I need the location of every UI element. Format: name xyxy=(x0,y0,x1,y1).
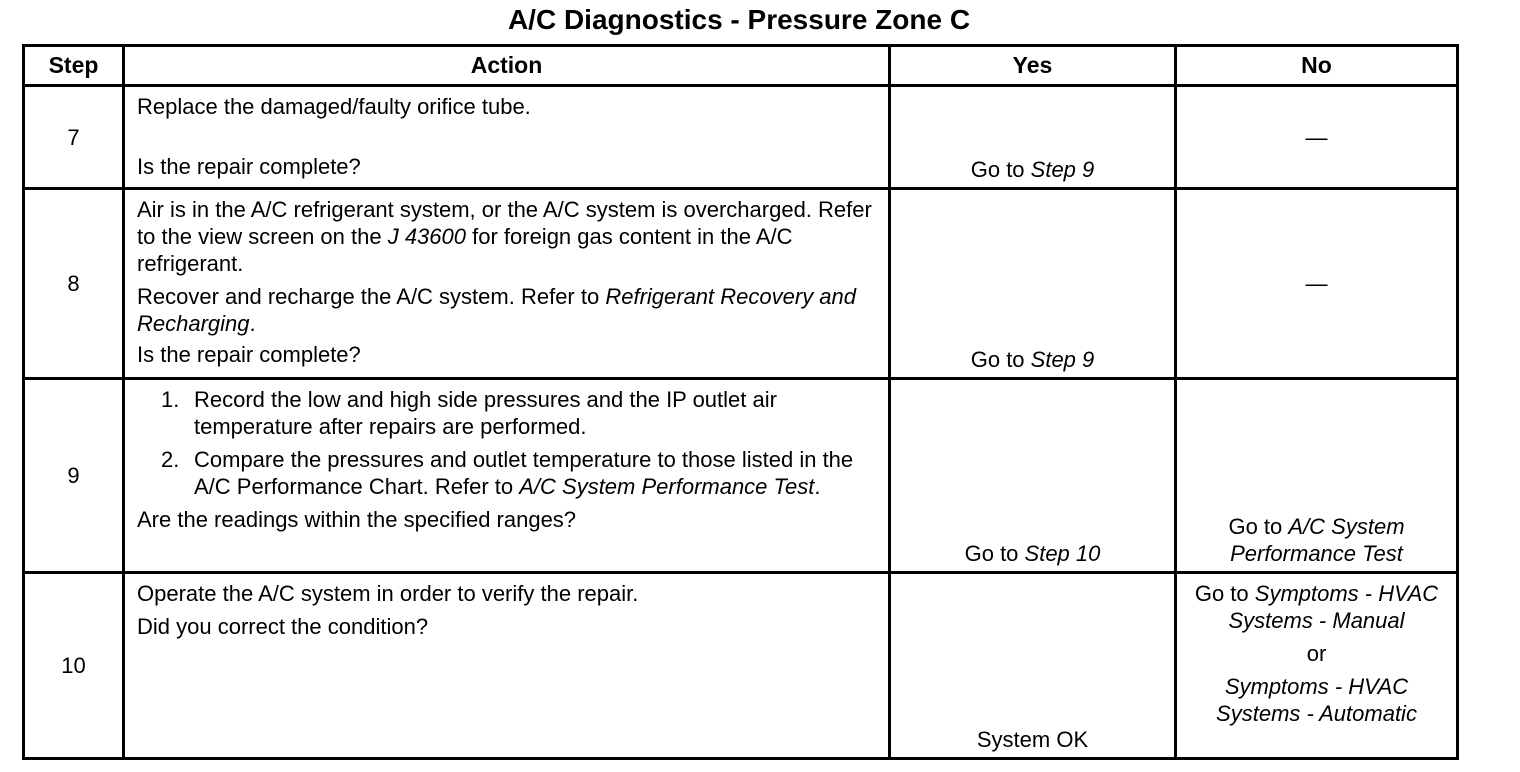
no-action-dash: — xyxy=(1305,271,1328,296)
action-text: Replace the damaged/faulty orifice tube. xyxy=(137,94,531,119)
action-text: Air is in the A/C refrigerant system, or the A/C system is overcharged. Refer to the view screen on the J 43600 for foreign gas content in the A/C refrigerant. xyxy=(137,197,872,276)
yes-prefix: Go to xyxy=(970,347,1031,372)
action-question: Are the readings within the specified ranges? xyxy=(137,507,577,532)
table-row xyxy=(24,573,1458,759)
action-text: Operate the A/C system in order to verify the repair. xyxy=(137,581,639,606)
table-row xyxy=(24,86,1458,189)
no-cell xyxy=(1176,189,1458,379)
step-link[interactable]: Step 9 xyxy=(1030,157,1095,182)
no-prefix: Go to xyxy=(1194,581,1255,606)
no-cell xyxy=(1176,379,1458,573)
action-text: Recover and recharge the A/C system. Refer to Refrigerant Recovery and Recharging. xyxy=(137,284,857,336)
action-cell xyxy=(124,379,890,573)
step-number: 8 xyxy=(24,189,124,379)
step-number: 7 xyxy=(24,86,124,189)
action-steps-list xyxy=(137,386,876,500)
column-header-action: Action xyxy=(124,46,890,86)
page-title: A/C Diagnostics - Pressure Zone C xyxy=(507,4,971,35)
no-prefix: Go to xyxy=(1228,514,1289,539)
column-header-step: Step xyxy=(24,46,124,86)
procedure-link[interactable]: A/C System Performance Test xyxy=(1230,514,1405,566)
procedure-link[interactable]: Symptoms - HVAC Systems - Automatic xyxy=(1216,674,1417,726)
yes-cell xyxy=(890,189,1176,379)
yes-result: System OK xyxy=(976,727,1089,752)
procedure-link[interactable]: Symptoms - HVAC Systems - Manual xyxy=(1228,581,1439,633)
yes-cell xyxy=(890,573,1176,759)
or-separator: or xyxy=(1306,641,1327,666)
column-header-no: No xyxy=(1176,46,1458,86)
yes-cell xyxy=(890,379,1176,573)
no-cell xyxy=(1176,573,1458,759)
action-cell xyxy=(124,573,890,759)
action-question: Is the repair complete? xyxy=(137,154,361,179)
action-cell xyxy=(124,86,890,189)
no-action-dash: — xyxy=(1305,124,1328,150)
table-row xyxy=(24,379,1458,573)
no-cell xyxy=(1176,86,1458,189)
yes-cell xyxy=(890,86,1176,189)
action-question: Is the repair complete? xyxy=(137,342,361,367)
procedure-link[interactable]: Refrigerant Recovery and Recharging xyxy=(137,284,857,336)
table-row xyxy=(24,189,1458,379)
step-number: 10 xyxy=(24,573,124,759)
action-cell xyxy=(124,189,890,379)
step-link[interactable]: Step 9 xyxy=(1030,347,1095,372)
action-question: Did you correct the condition? xyxy=(137,614,429,639)
procedure-link[interactable]: A/C System Performance Test xyxy=(519,474,815,499)
diagnostic-table xyxy=(22,44,1459,760)
header-row xyxy=(24,46,1458,86)
list-item: 2. Compare the pressures and outlet temperature to those listed in the A/C Performance Chart. Refer to A/C System Performance Test. xyxy=(161,447,854,499)
yes-prefix: Go to xyxy=(970,157,1031,182)
list-item: 1. Record the low and high side pressures and the IP outlet air temperature after repairs are performed. xyxy=(161,387,777,439)
yes-prefix: Go to xyxy=(964,541,1025,566)
column-header-yes: Yes xyxy=(890,46,1176,86)
step-link[interactable]: Step 10 xyxy=(1024,541,1101,566)
tool-reference: J 43600 xyxy=(387,224,466,249)
step-number: 9 xyxy=(24,379,124,573)
